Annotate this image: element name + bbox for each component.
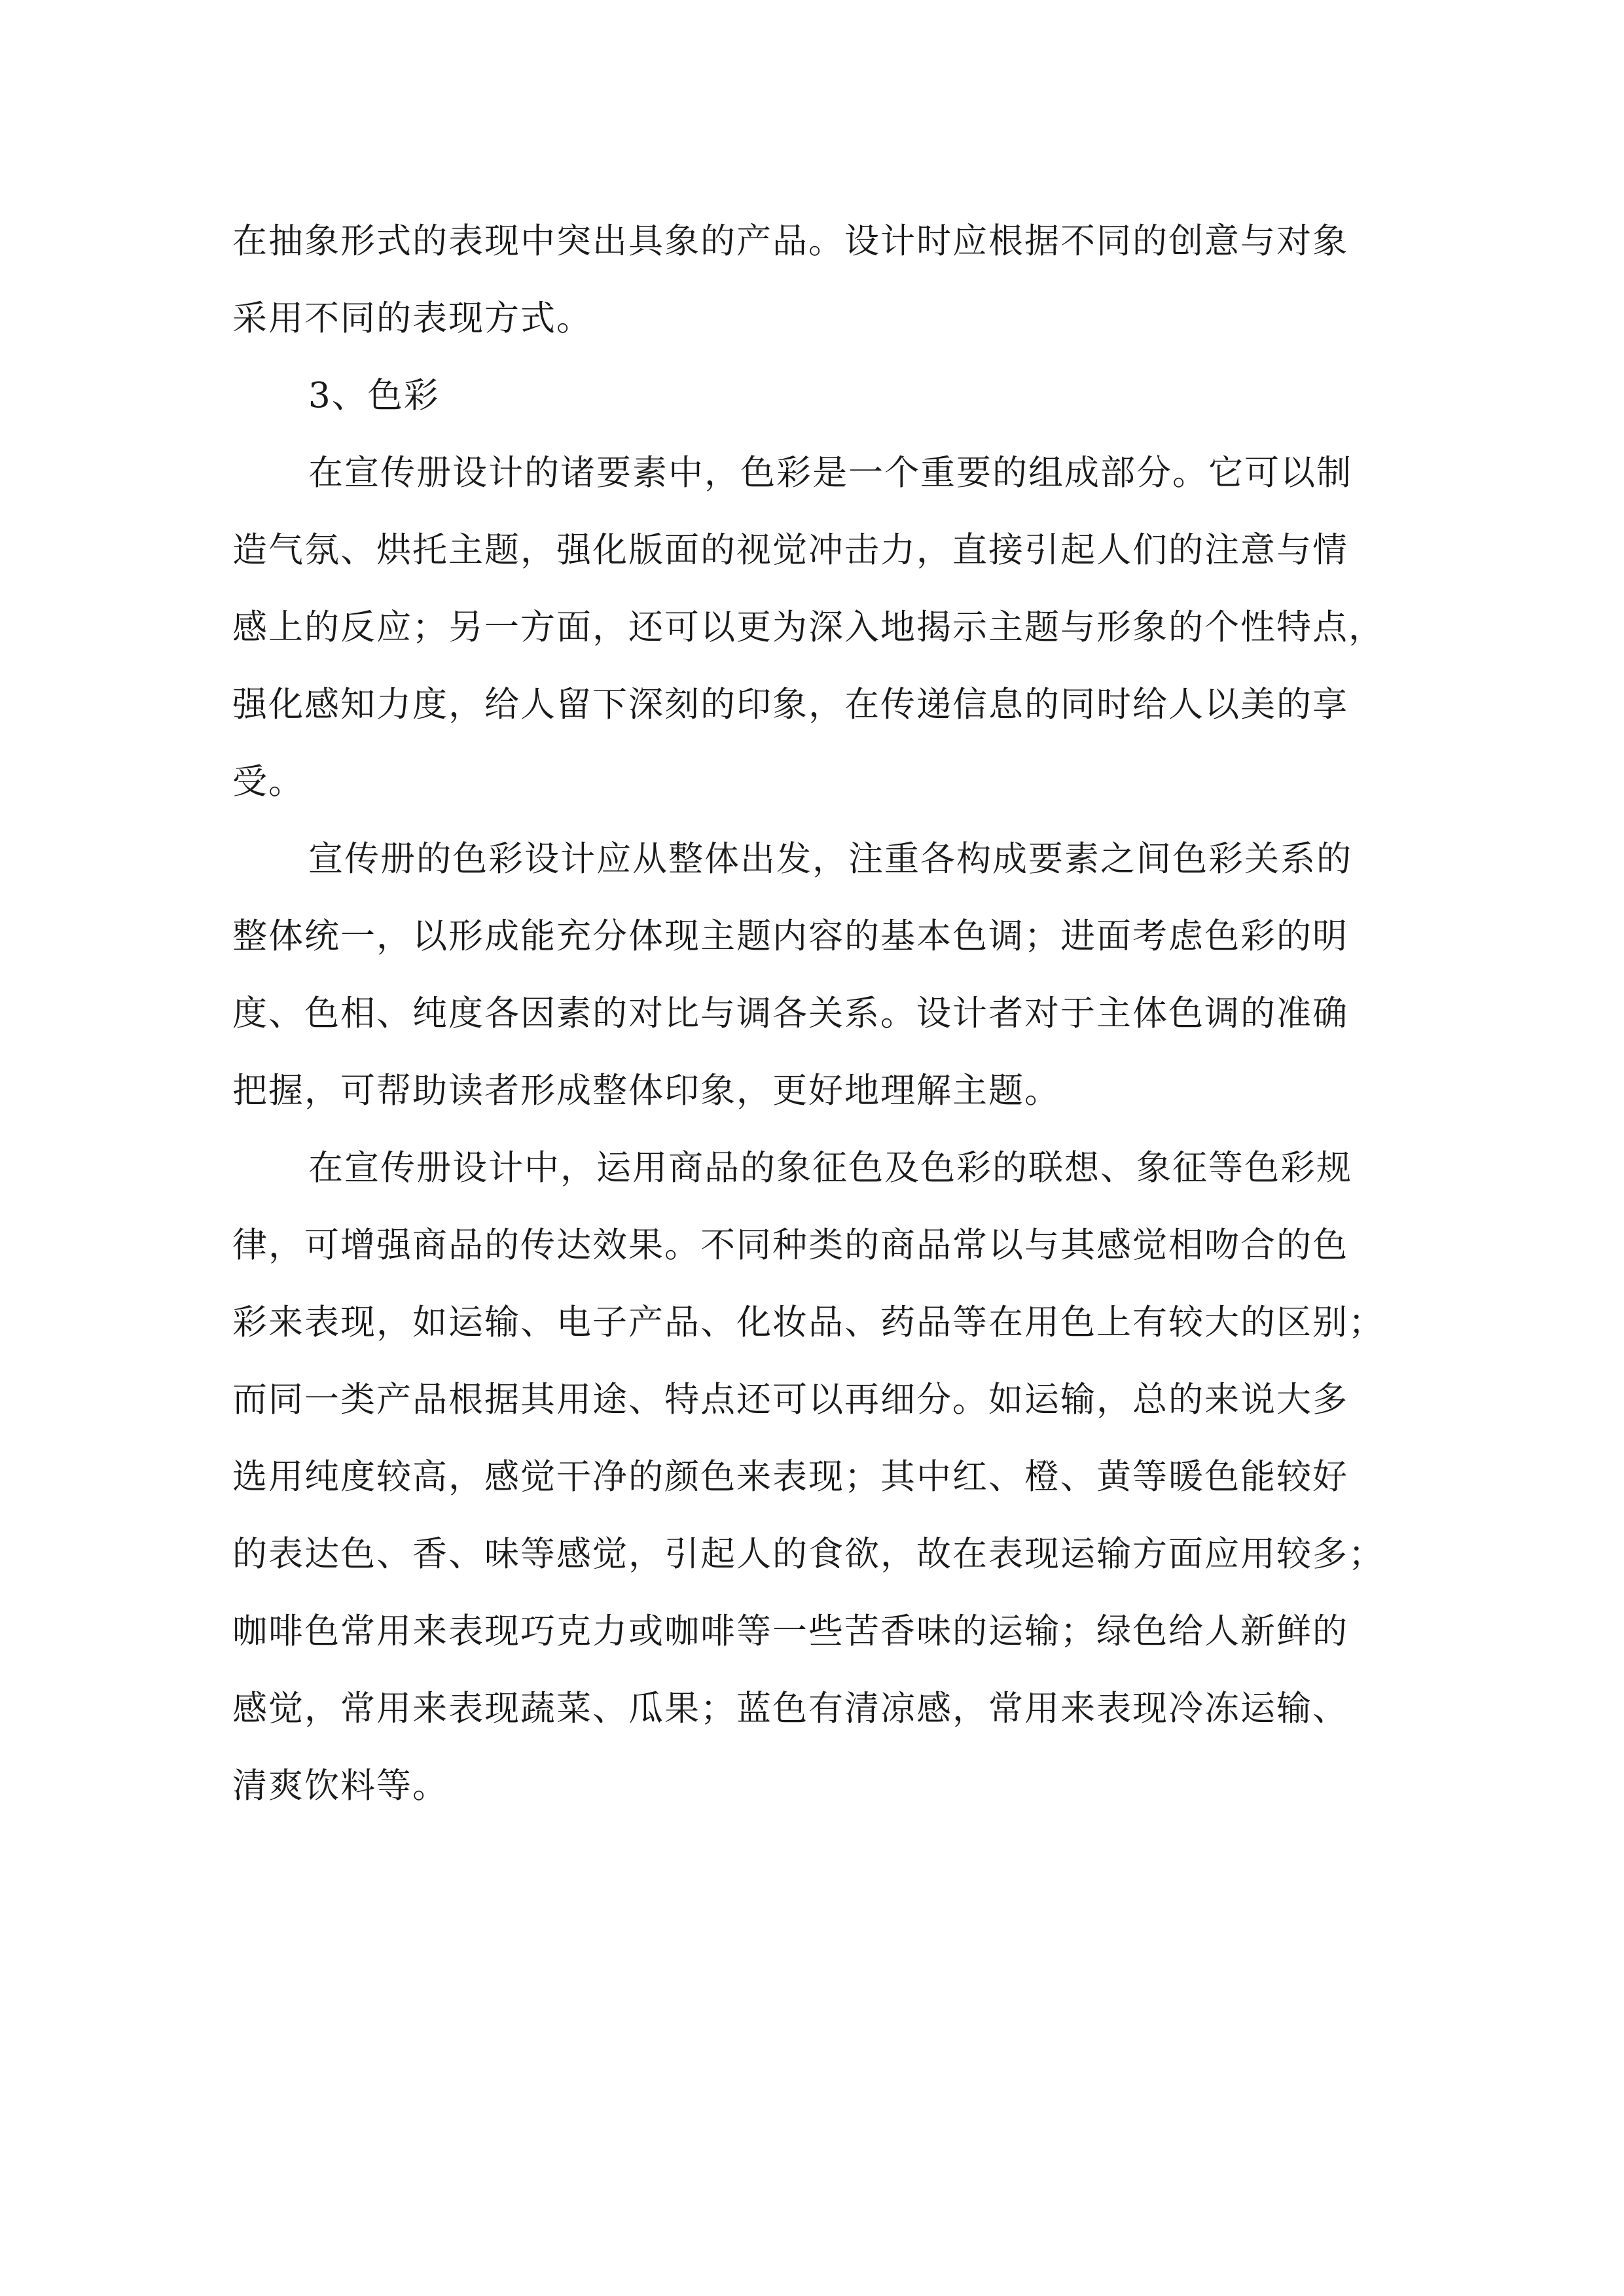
text-line: 感上的反应；另一方面，还可以更为深入地揭示主题与形象的个性特点，	[232, 607, 1384, 647]
text-line: 在抽象形式的表现中突出具象的产品。设计时应根据不同的创意与对象	[232, 221, 1348, 261]
text-line: 采用不同的表现方式。	[232, 298, 592, 338]
text-line: 咖啡色常用来表现巧克力或咖啡等一些苦香味的运输；绿色给人新鲜的	[232, 1611, 1348, 1651]
text-line: 清爽饮料等。	[232, 1766, 448, 1806]
document-body	[232, 203, 1404, 1825]
text-line: 整体统一，以形成能充分体现主题内容的基本色调；进面考虑色彩的明	[232, 916, 1348, 956]
paragraph-1	[232, 435, 1404, 821]
section-heading: 3、色彩	[308, 376, 440, 416]
text-line: 在宣传册设计的诸要素中，色彩是一个重要的组成部分。它可以制	[308, 453, 1352, 493]
text-line: 受。	[232, 762, 304, 802]
text-line: 而同一类产品根据其用途、特点还可以再细分。如运输，总的来说大多	[232, 1380, 1348, 1420]
text-line: 在宣传册设计中，运用商品的象征色及色彩的联想、象征等色彩规	[308, 1148, 1352, 1188]
text-line: 选用纯度较高，感觉干净的颜色来表现；其中红、橙、黄等暖色能较好	[232, 1457, 1348, 1497]
paragraph-3	[232, 1130, 1404, 1825]
text-line: 把握，可帮助读者形成整体印象，更好地理解主题。	[232, 1071, 1060, 1111]
text-line: 造气氛、烘托主题，强化版面的视觉冲击力，直接引起人们的注意与情	[232, 530, 1348, 570]
text-line: 律，可增强商品的传达效果。不同种类的商品常以与其感觉相吻合的色	[232, 1225, 1348, 1265]
text-line: 感觉，常用来表现蔬菜、瓜果；蓝色有清凉感，常用来表现冷冻运输、	[232, 1689, 1348, 1729]
text-line: 彩来表现，如运输、电子产品、化妆品、药品等在用色上有较大的区别；	[232, 1302, 1384, 1342]
text-line: 强化感知力度，给人留下深刻的印象，在传递信息的同时给人以美的享	[232, 685, 1348, 725]
continuation-paragraph	[232, 203, 1404, 357]
text-line: 的表达色、香、味等感觉，引起人的食欲，故在表现运输方面应用较多；	[232, 1534, 1384, 1574]
text-line: 宣传册的色彩设计应从整体出发，注重各构成要素之间色彩关系的	[308, 839, 1352, 879]
text-line: 度、色相、纯度各因素的对比与调各关系。设计者对于主体色调的准确	[232, 994, 1348, 1033]
paragraph-2	[232, 821, 1404, 1130]
